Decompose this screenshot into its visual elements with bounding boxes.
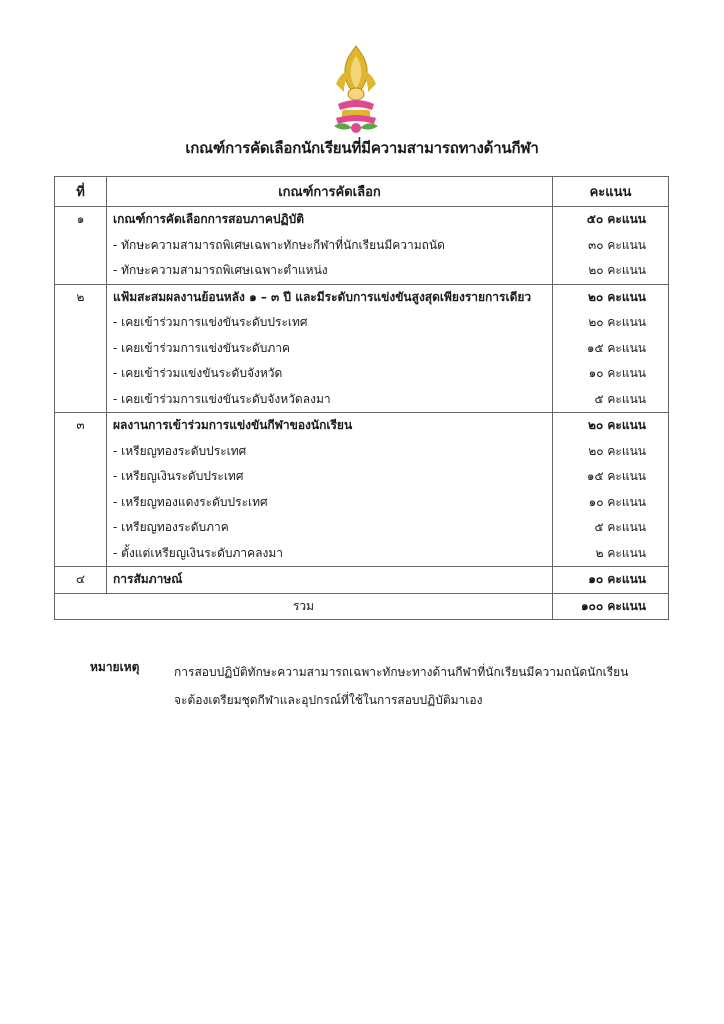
score-value: ๒๐ คะแนน <box>588 263 646 277</box>
row-number-text: ๔ <box>75 572 86 586</box>
score-value: ๒๐ คะแนน <box>588 315 646 329</box>
criteria-table <box>54 176 669 620</box>
total-label: รวม <box>55 593 553 619</box>
table-row <box>55 413 669 567</box>
criteria-cell <box>107 207 553 285</box>
table-row <box>55 567 669 594</box>
score-cell <box>553 284 669 413</box>
score-value: ๑๐ คะแนน <box>588 494 646 509</box>
criteria-subitem: - เคยเข้าร่วมการแข่งขันระดับประเทศ <box>113 315 308 329</box>
table-row <box>55 284 669 413</box>
score-value: ๒๐ คะแนน <box>588 443 646 458</box>
total-score: ๑๐๐ คะแนน <box>553 593 669 619</box>
criteria-subitem: - เคยเข้าร่วมการแข่งขันระดับภาค <box>113 340 291 355</box>
criteria-heading: ผลงานการเข้าร่วมการแข่งขันกีฬาของนักเรียน <box>113 418 353 432</box>
page-title: เกณฑ์การคัดเลือกนักเรียนที่มีความสามารถทางด้านกีฬา <box>185 139 539 157</box>
criteria-heading: เกณฑ์การคัดเลือกการสอบภาคปฏิบัติ <box>113 212 305 226</box>
criteria-cell <box>107 284 553 413</box>
criteria-cell <box>107 567 553 594</box>
score-value: ๕ คะแนน <box>594 520 646 534</box>
score-value: ๒๐ คะแนน <box>587 418 646 432</box>
score-value: ๒ คะแนน <box>595 545 646 560</box>
score-value: ๑๕ คะแนน <box>586 469 646 483</box>
score-cell <box>553 413 669 567</box>
criteria-table-body <box>55 207 669 594</box>
header-no: ที่ <box>55 177 107 207</box>
criteria-cell <box>107 413 553 567</box>
criteria-subitem: - ทักษะความสามารถพิเศษเฉพาะตำแหน่ง <box>113 263 328 277</box>
criteria-subitem: - เหรียญทองระดับภาค <box>113 520 229 534</box>
note-line: จะต้องเตรียมชุดกีฬาและอุปกรณ์ที่ใช้ในการสอบปฏิบัติมาเอง <box>174 693 483 707</box>
criteria-subitem: - เหรียญเงินระดับประเทศ <box>113 469 244 483</box>
score-value: ๑๐ คะแนน <box>588 572 646 586</box>
table-header-row <box>55 177 669 207</box>
row-number <box>55 567 107 594</box>
score-value: ๑๐ คะแนน <box>588 366 646 380</box>
criteria-subitem: - เคยเข้าร่วมการแข่งขันระดับจังหวัดลงมา <box>113 391 331 406</box>
score-value: ๑๕ คะแนน <box>586 340 646 355</box>
score-cell <box>553 207 669 285</box>
school-emblem-icon <box>330 44 382 136</box>
criteria-subitem: - เหรียญทองระดับประเทศ <box>113 443 247 458</box>
criteria-subitem: - เคยเข้าร่วมแข่งขันระดับจังหวัด <box>113 366 283 380</box>
note-label: หมายเหตุ <box>90 660 140 674</box>
criteria-subitem: - ทักษะความสามารถพิเศษเฉพาะทักษะกีฬาที่นักเรียนมีความถนัด <box>113 237 445 252</box>
header-criteria: เกณฑ์การคัดเลือก <box>107 177 553 207</box>
score-value: ๒๐ คะแนน <box>587 289 646 304</box>
score-value: ๓๐ คะแนน <box>588 237 646 252</box>
row-number-text: ๒ <box>76 289 85 304</box>
criteria-heading: การสัมภาษณ์ <box>113 572 183 586</box>
criteria-subitem: - ตั้งแต่เหรียญเงินระดับภาคลงมา <box>113 545 284 560</box>
score-value: ๕ คะแนน <box>594 391 646 406</box>
row-number <box>55 413 107 567</box>
criteria-subitem: - เหรียญทองแดงระดับประเทศ <box>113 494 268 509</box>
total-row <box>55 593 669 619</box>
header-score: คะแนน <box>553 177 669 207</box>
note-text <box>174 658 694 714</box>
row-number-text: ๓ <box>76 418 85 432</box>
row-number <box>55 284 107 413</box>
row-number-text: ๑ <box>76 212 85 226</box>
note-line: การสอบปฏิบัติทักษะความสามารถเฉพาะทักษะทางด้านกีฬาที่นักเรียนมีความถนัดนักเรียน <box>174 665 629 679</box>
score-value: ๕๐ คะแนน <box>586 212 646 226</box>
row-number <box>55 207 107 285</box>
table-row <box>55 207 669 285</box>
score-cell <box>553 567 669 594</box>
criteria-heading: แฟ้มสะสมผลงานย้อนหลัง ๑ – ๓ ปี และมีระดับการแข่งขันสูงสุดเพียงรายการเดียว <box>113 289 532 304</box>
